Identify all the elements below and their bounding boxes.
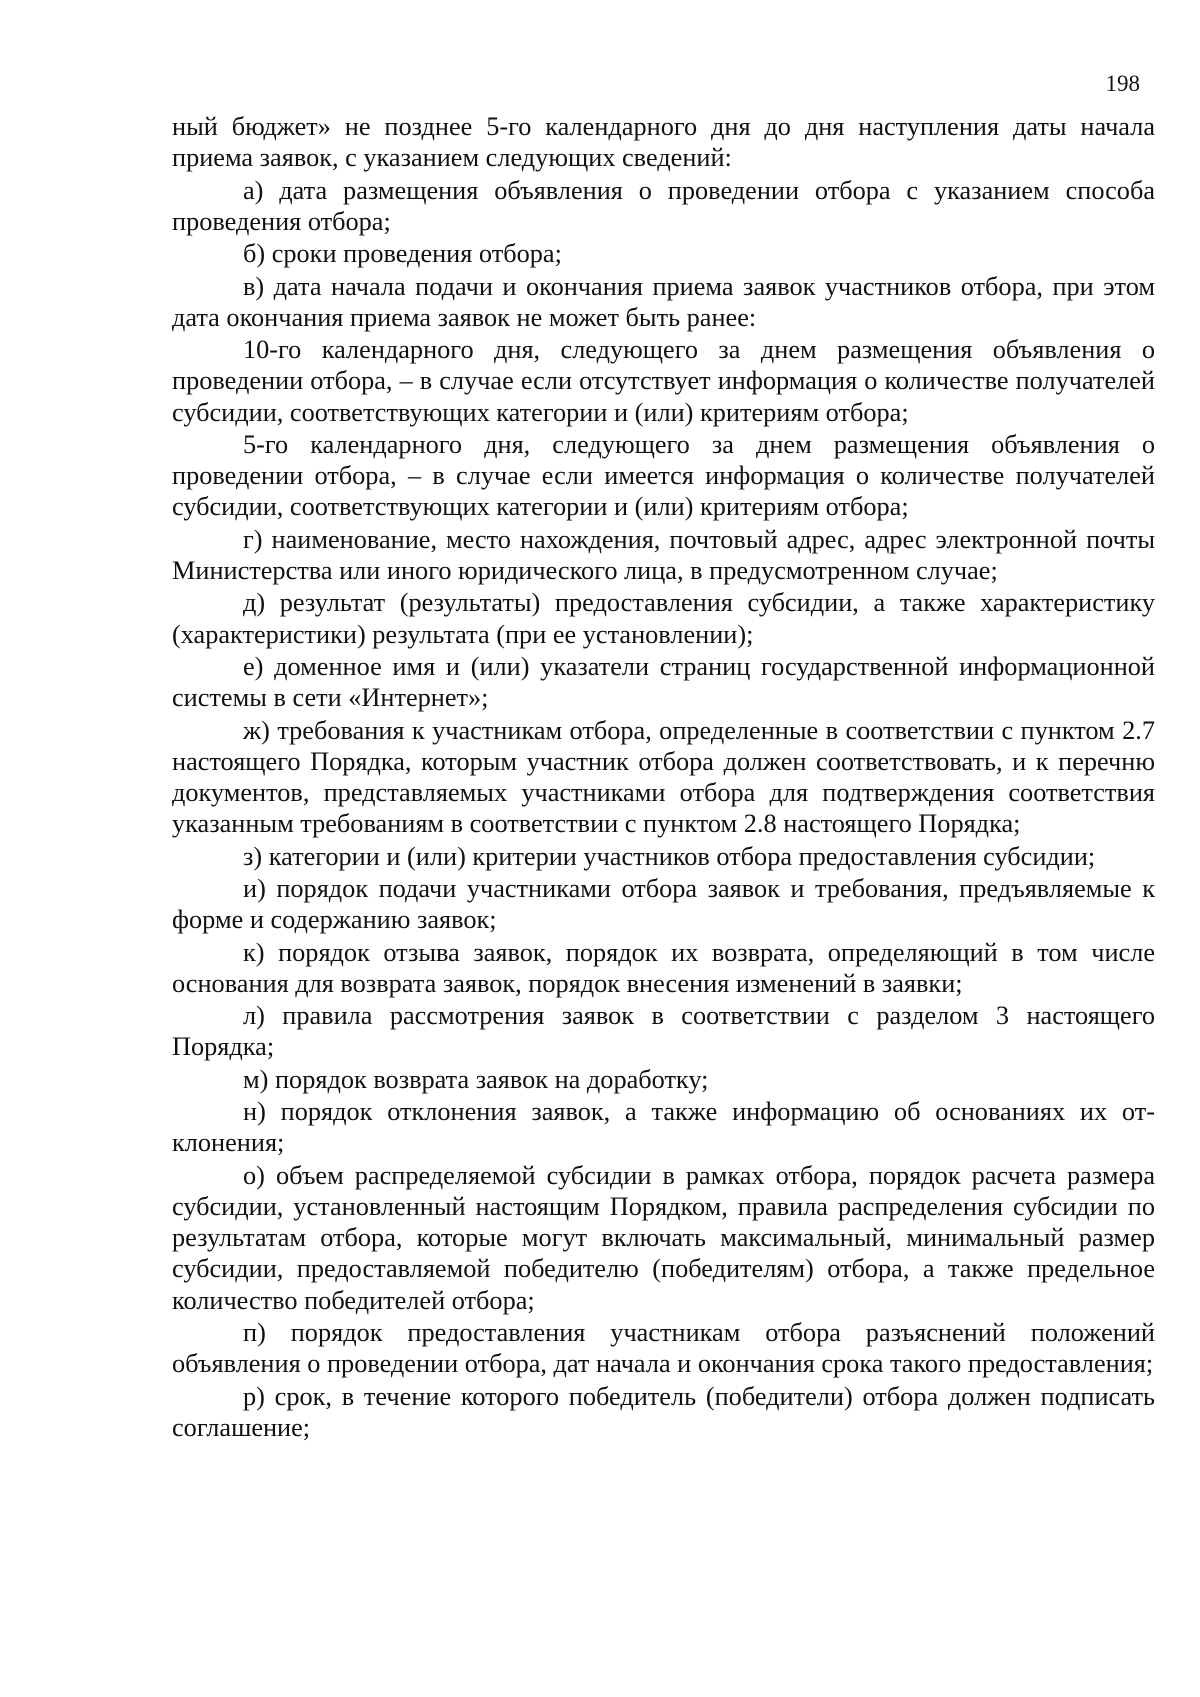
paragraph-item-p: п) порядок предоставления участникам отбора разъяснений положений объявления о проведении отбора, дат начала и окончания срока такого предоставления;	[172, 1317, 1155, 1379]
paragraph-item-b: б) сроки проведения отбора;	[243, 239, 562, 269]
paragraph-item-zh: ж) требования к участникам отбора, определенные в соответствии с пунктом 2.7 настоящего Порядка, которым участник отбора должен соответствовать, и к перечню документов, представляемых участниками отбора для подтверждения соответствия указанным требованиям в соответствии с пунктом 2.8 настоящего Порядка;	[172, 715, 1155, 839]
paragraph-item-a: а) дата размещения объявления о проведении отбора с указанием способа проведения отбора;	[172, 175, 1155, 236]
document-body	[172, 111, 1155, 1444]
paragraph-item-i: и) порядок подачи участниками отбора заявок и требования, предъявляемые к форме и содержанию заявок;	[172, 873, 1155, 935]
paragraph-item-e: е) доменное имя и (или) указатели страниц государственной информационной системы в сети «Интернет»;	[172, 651, 1155, 713]
paragraph-item-v: в) дата начала подачи и окончания приема заявок участников отбора, при этом дата окончания приема заявок не может быть ранее:	[172, 271, 1155, 332]
paragraph-subitem-10-day: 10-го календарного дня, следующего за днем размещения объявления о проведении отбора, – в случае если отсутствует информация о количестве получателей субсидии, соответствующих категории и (или) критериям отбора;	[172, 335, 1155, 427]
paragraph-item-k: к) порядок отзыва заявок, порядок их возврата, определяющий в том числе основания для возврата заявок, порядок внесения изменений в заявки;	[172, 937, 1155, 998]
paragraph-item-m: м) порядок возврата заявок на доработку;	[243, 1064, 709, 1094]
paragraph-item-d: д) результат (результаты) предоставления субсидии, а также характеристику (характеристики) результата (при ее установлении);	[172, 588, 1155, 649]
paragraph-item-o: о) объем распределяемой субсидии в рамках отбора, порядок расчета размера субсидии, установленный настоящим Порядком, правила распределения субсидии по результатам отбора, которые могут включать максимальный, минимальный размер субсидии, предоставляемой победителю (победителям) отбора, а также предельное количество победителей отбора;	[172, 1160, 1155, 1315]
paragraph-continuation: ный бюджет» не позднее 5-го календарного дня до дня наступления даты начала приема заявок, с указанием следующих сведений:	[172, 112, 1155, 173]
page-number: 198	[1105, 71, 1140, 96]
paragraph-item-n: н) порядок отклонения заявок, а также информацию об основаниях их отклонения;	[172, 1097, 1155, 1158]
paragraph-item-r: р) срок, в течение которого победитель (победители) отбора должен подписать соглашение;	[172, 1381, 1155, 1442]
paragraph-subitem-5-day: 5-го календарного дня, следующего за днем размещения объявления о проведении отбора, – в случае если имеется информация о количестве получателей субсидии, соответствующих категории и (или) критериям отбора;	[172, 429, 1155, 522]
paragraph-item-g: г) наименование, место нахождения, почтовый адрес, адрес электронной почты Министерства или иного юридического лица, в предусмотренном случае;	[172, 524, 1155, 585]
paragraph-item-z: з) категории и (или) критерии участников отбора предоставления субсидии;	[243, 841, 1096, 871]
paragraph-item-l: л) правила рассмотрения заявок в соответствии с разделом 3 настоящего Порядка;	[172, 1001, 1155, 1062]
